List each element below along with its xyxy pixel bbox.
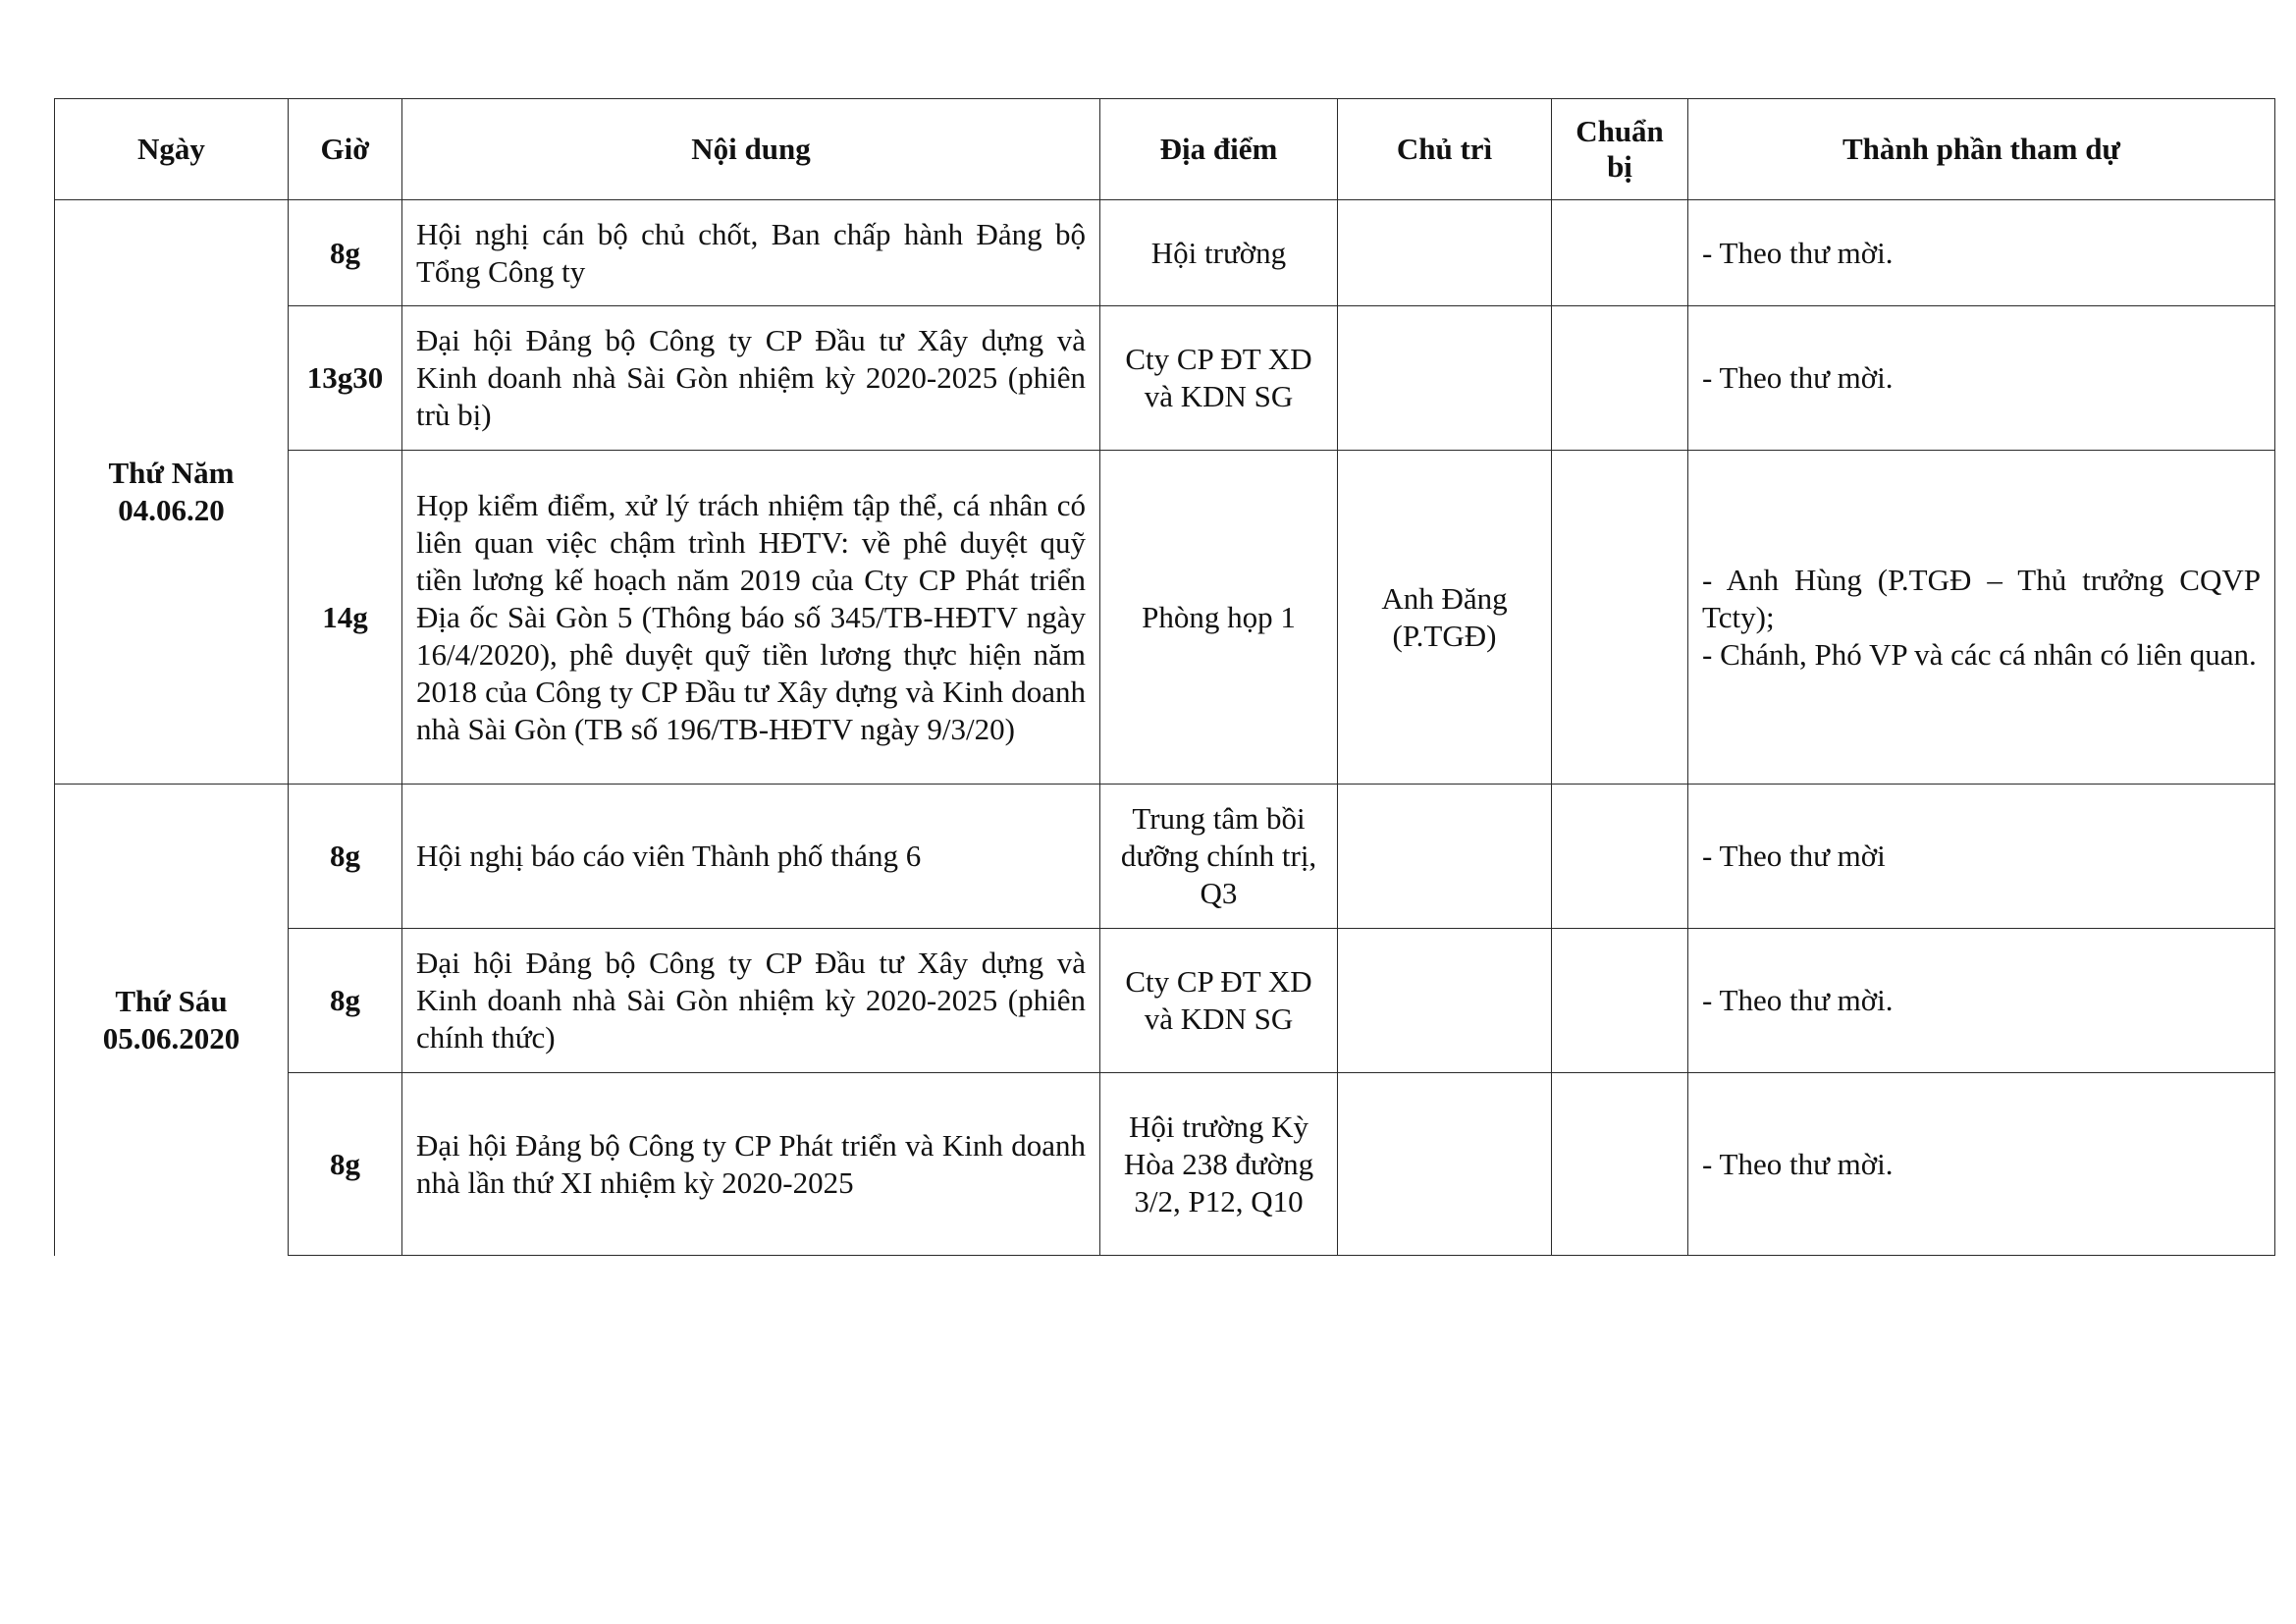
table-row	[55, 785, 2275, 929]
prep-cell	[1552, 451, 1688, 785]
attend-cell	[1688, 306, 2275, 451]
header-place: Địa điểm	[1100, 99, 1338, 200]
place-cell: Cty CP ĐT XD và KDN SG	[1100, 929, 1338, 1073]
schedule-table	[54, 98, 2275, 1256]
attend-line: - Theo thư mời.	[1702, 1146, 1894, 1181]
time-cell: 8g	[289, 929, 402, 1073]
header-attend: Thành phần tham dự	[1688, 99, 2275, 200]
content-cell: Đại hội Đảng bộ Công ty CP Đầu tư Xây dựng và Kinh doanh nhà Sài Gòn nhiệm kỳ 2020-2025 (phiên trù bị)	[402, 306, 1100, 451]
day-cell	[55, 200, 289, 785]
content-cell: Đại hội Đảng bộ Công ty CP Đầu tư Xây dựng và Kinh doanh nhà Sài Gòn nhiệm kỳ 2020-2025 (phiên chính thức)	[402, 929, 1100, 1073]
host-cell	[1338, 1073, 1552, 1256]
attend-line: - Theo thư mời.	[1702, 235, 1894, 270]
attend-line: - Anh Hùng (P.TGĐ – Thủ trưởng CQVP Tcty);	[1702, 562, 2261, 634]
day-cell	[55, 785, 289, 1256]
header-prep: Chuẩn bị	[1552, 99, 1688, 200]
attend-cell	[1688, 451, 2275, 785]
day-date: 05.06.2020	[102, 1020, 240, 1056]
time-cell: 14g	[289, 451, 402, 785]
header-host: Chủ trì	[1338, 99, 1552, 200]
header-day: Ngày	[55, 99, 289, 200]
table-row	[55, 929, 2275, 1073]
attend-cell	[1688, 929, 2275, 1073]
header-content: Nội dung	[402, 99, 1100, 200]
prep-cell	[1552, 200, 1688, 306]
table-row	[55, 200, 2275, 306]
attend-line: - Theo thư mời.	[1702, 983, 1894, 1017]
place-cell: Trung tâm bồi dưỡng chính trị, Q3	[1100, 785, 1338, 929]
time-cell: 13g30	[289, 306, 402, 451]
prep-cell	[1552, 785, 1688, 929]
table-row	[55, 306, 2275, 451]
host-cell	[1338, 929, 1552, 1073]
attend-line: - Theo thư mời.	[1702, 360, 1894, 395]
table-row	[55, 451, 2275, 785]
time-cell: 8g	[289, 200, 402, 306]
host-cell: Anh Đăng (P.TGĐ)	[1338, 451, 1552, 785]
attend-line: - Chánh, Phó VP và các cá nhân có liên quan.	[1702, 636, 2257, 672]
header-time: Giờ	[289, 99, 402, 200]
place-cell: Phòng họp 1	[1100, 451, 1338, 785]
host-cell	[1338, 200, 1552, 306]
place-cell: Hội trường Kỳ Hòa 238 đường 3/2, P12, Q10	[1100, 1073, 1338, 1256]
prep-cell	[1552, 306, 1688, 451]
content-cell: Hội nghị cán bộ chủ chốt, Ban chấp hành Đảng bộ Tổng Công ty	[402, 200, 1100, 306]
table-row	[55, 1073, 2275, 1256]
place-cell: Cty CP ĐT XD và KDN SG	[1100, 306, 1338, 451]
host-cell	[1338, 785, 1552, 929]
content-cell: Họp kiểm điểm, xử lý trách nhiệm tập thể, cá nhân có liên quan việc chậm trình HĐTV: về phê duyệt quỹ tiền lương kế hoạch năm 2019 của Cty CP Phát triển Địa ốc Sài Gòn 5 (Thông báo số 345/TB-HĐTV ngày 16/4/2020), phê duyệt quỹ tiền lương thực hiện năm 2018 của Công ty CP Đầu tư Xây dựng và Kinh doanh nhà Sài Gòn (TB số 196/TB-HĐTV ngày 9/3/20)	[402, 451, 1100, 785]
attend-line: - Theo thư mời	[1702, 839, 1886, 873]
prep-cell	[1552, 1073, 1688, 1256]
prep-cell	[1552, 929, 1688, 1073]
attend-cell	[1688, 785, 2275, 929]
content-cell: Hội nghị báo cáo viên Thành phố tháng 6	[402, 785, 1100, 929]
header-row	[55, 99, 2275, 200]
day-weekday: Thứ Năm	[108, 456, 235, 490]
time-cell: 8g	[289, 1073, 402, 1256]
content-cell: Đại hội Đảng bộ Công ty CP Phát triển và Kinh doanh nhà lần thứ XI nhiệm kỳ 2020-2025	[402, 1073, 1100, 1256]
day-date: 04.06.20	[118, 493, 225, 527]
attend-cell	[1688, 1073, 2275, 1256]
host-cell	[1338, 306, 1552, 451]
place-cell: Hội trường	[1100, 200, 1338, 306]
day-weekday: Thứ Sáu	[115, 983, 228, 1018]
attend-cell	[1688, 200, 2275, 306]
time-cell: 8g	[289, 785, 402, 929]
